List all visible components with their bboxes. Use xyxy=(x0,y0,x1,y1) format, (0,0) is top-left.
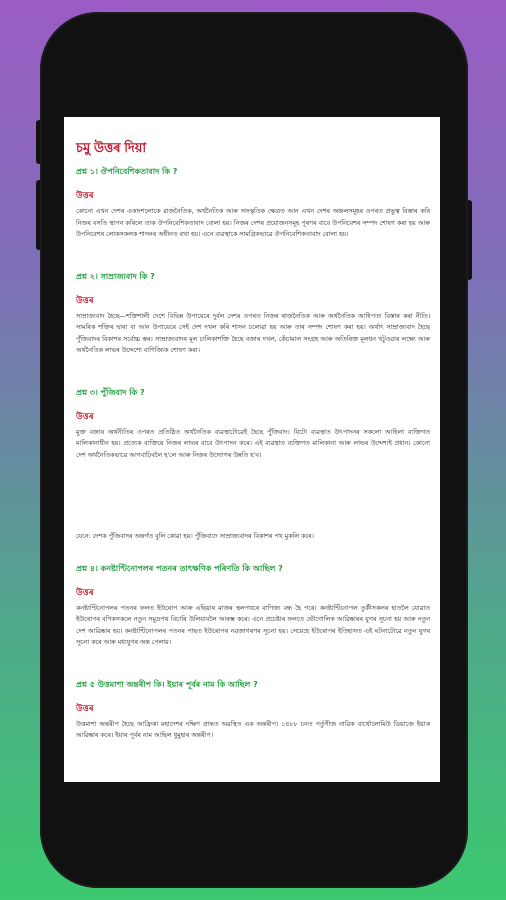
answer-3-text: মুক্ত বজাৰ অৰ্থনীতিৰ ওপৰত প্ৰতিষ্ঠিত অৰ্থনৈতিক ব্যৱস্থাটোৱেই হৈছে পুঁজিবাদ। যিটো ব্যৱস্থাত উৎপাদনৰ সকলো আহিলা ব্যক্তিগত মালিকানাধীন হয়। প্ৰত্যেক ব্যক্তিয়ে নিজৰ লাভৰ বাবে উৎপাদন কৰে। এই ব্যৱস্থাত ব্যক্তিগত মালিকানা আৰু লাভৰ উদ্দেশ্যই প্ৰধান। কোনো দেশ অৰ্থনৈতিকভাৱে আগবাঢ়িবলৈ হ'লে আৰু নিজৰ উদ্যোগৰ উন্নতি হ'ব। xyxy=(76,428,430,459)
answer-label: উত্তৰ xyxy=(76,587,94,598)
page-title: চমু উত্তৰ দিয়া xyxy=(76,140,147,155)
answer-label: উত্তৰ xyxy=(76,295,94,306)
question-1: প্ৰশ্ন ১। ঔপনিবেশিকতাবাদ কি ? xyxy=(76,167,178,176)
answer-5-text: উত্তমাশা অন্তৰীপ হৈছে আফ্ৰিকা মহাদেশৰ দক্ষিণ প্ৰান্তত অৱস্থিত এক অন্তৰীপ। ১৪৮৮ চনত পৰ্তুগীজ নাৱিক বাৰ্থোলোমিউ ডিয়াজে ইয়াক আৱিষ্কাৰ কৰে। ইয়াৰ পূৰ্বৰ নাম আছিল ধুমুহাৰ অন্তৰীপ। xyxy=(76,720,430,739)
answer-4-text: কনষ্টাণ্টিনোপলৰ পতনৰ ফলত ইউৰোপ আৰু এছিয়াৰ মাজৰ স্থলপথৰে বাণিজ্য বন্ধ হৈ পৰে। কনষ্টাণ্টিনোপল তুৰ্কীসকলৰ হাতলৈ যোৱাত ইউৰোপৰ বণিকসকলে নতুন সমুদ্ৰপথ বিচাৰি উলিয়াবলৈ আৰম্ভ কৰে। এনে প্ৰচেষ্টাৰ ফলতে ভৌগোলিক আৱিষ্কাৰৰ যুগৰ সূচনা হয় আৰু নতুন দেশ আৱিষ্কাৰ হয়। কনষ্টাণ্টিনোপলৰ পতনৰ পাছত ইউৰোপৰ নৱজাগৰণৰ সূচনা হয়। সেয়েহে ইউৰোপৰ ইতিহাসত এই ঘটনাটোৱে নতুন যুগৰ সূচনা কৰে আৰু মধ্যযুগৰ অন্ত পেলায়। xyxy=(76,604,430,646)
answer-label: উত্তৰ xyxy=(76,411,94,422)
question-2: প্ৰশ্ন ২। সাম্ৰাজ্যবাদ কি ? xyxy=(76,271,155,281)
phone-screen[interactable] xyxy=(64,117,440,782)
answer-label: উত্তৰ xyxy=(76,703,94,714)
answer-1-text: কোনো এখন দেশৰ একাংশলোকে রাজনৈতিক, অর্থনৈতিক আৰু সাংস্কৃতিক ক্ষেত্ৰত আন এখন দেশৰ অঞ্চলসমূহৰ ওপৰত প্ৰভুত্ব বিস্তাৰ কৰি নিজৰ বসতি স্থাপন কৰিলে তাক ঔপনিবেশিকতাবাদ বোলা হয়। নিজৰ দেশৰ প্ৰয়োজনসমূহ পূৰণৰ বাবে উপনিবেশৰ সম্পদ শোষণ কৰা হয় আৰু উপনিবেশৰ লোকসকলক শাসনৰ অধীনত ৰখা হয়। এনে ব্যৱস্থাকে সামগ্ৰিকভাৱে ঔপনিবেশিকতাবাদ বোলা হয়। xyxy=(76,208,430,238)
question-5: প্ৰশ্ন ৫ উত্তমাশা অন্তৰীপ কি। ইয়াৰ পূৰ্বৰ নাম কি আছিল ? xyxy=(76,679,258,689)
question-4: প্ৰশ্ন ৪। কনষ্টাণ্টিনোপলৰ পতনৰ তাৎক্ষণিক পৰিণতি কি আছিল ? xyxy=(76,563,283,573)
answer-3-continued: যেনে: দেশক পুঁজিবাদৰ অন্তৰ্গত বুলি কোৱা হয়। পুঁজিবাদে সাম্ৰাজ্যবাদৰ বিকাশৰ পথ মুকলি কৰে। xyxy=(76,533,314,540)
document-page xyxy=(64,117,440,742)
question-3: প্ৰশ্ন ৩। পুঁজিবাদ কি ? xyxy=(76,387,145,397)
answer-label: উত্তৰ xyxy=(76,191,94,201)
answer-2-text: সাম্ৰাজ্যবাদ হৈছে—শক্তিশালী দেশে বিভিন্ন উপায়েৰে দুৰ্বল দেশৰ ওপৰত নিজৰ ৰাজনৈতিক আৰু অৰ্থনৈতিক আধিপত্য বিস্তাৰ কৰা নীতি। সামৰিক শক্তিৰ দ্বাৰা বা আন উপায়েৰে সেই দেশ দখল কৰি শাসন চলোৱা হয় আৰু তাৰ সম্পদ শোষণ কৰা হয়। অৰ্থাৎ সাম্ৰাজ্যবাদ হৈছে পুঁজিবাদৰ বিকাশৰ সৰ্বোচ্চ স্তৰ। সাম্ৰাজ্যবাদৰ মূল চালিকাশক্তি হৈছে বজাৰ দখল, কেঁচামাল সংগ্ৰহ আৰু অতিৰিক্ত মূলধন খটুওৱাৰ লক্ষ্যে আৰু অৰ্থনৈতিক লাভৰ উদ্দেশ্যে বাণিজ্যিক শোষণ কৰা। xyxy=(76,312,430,354)
